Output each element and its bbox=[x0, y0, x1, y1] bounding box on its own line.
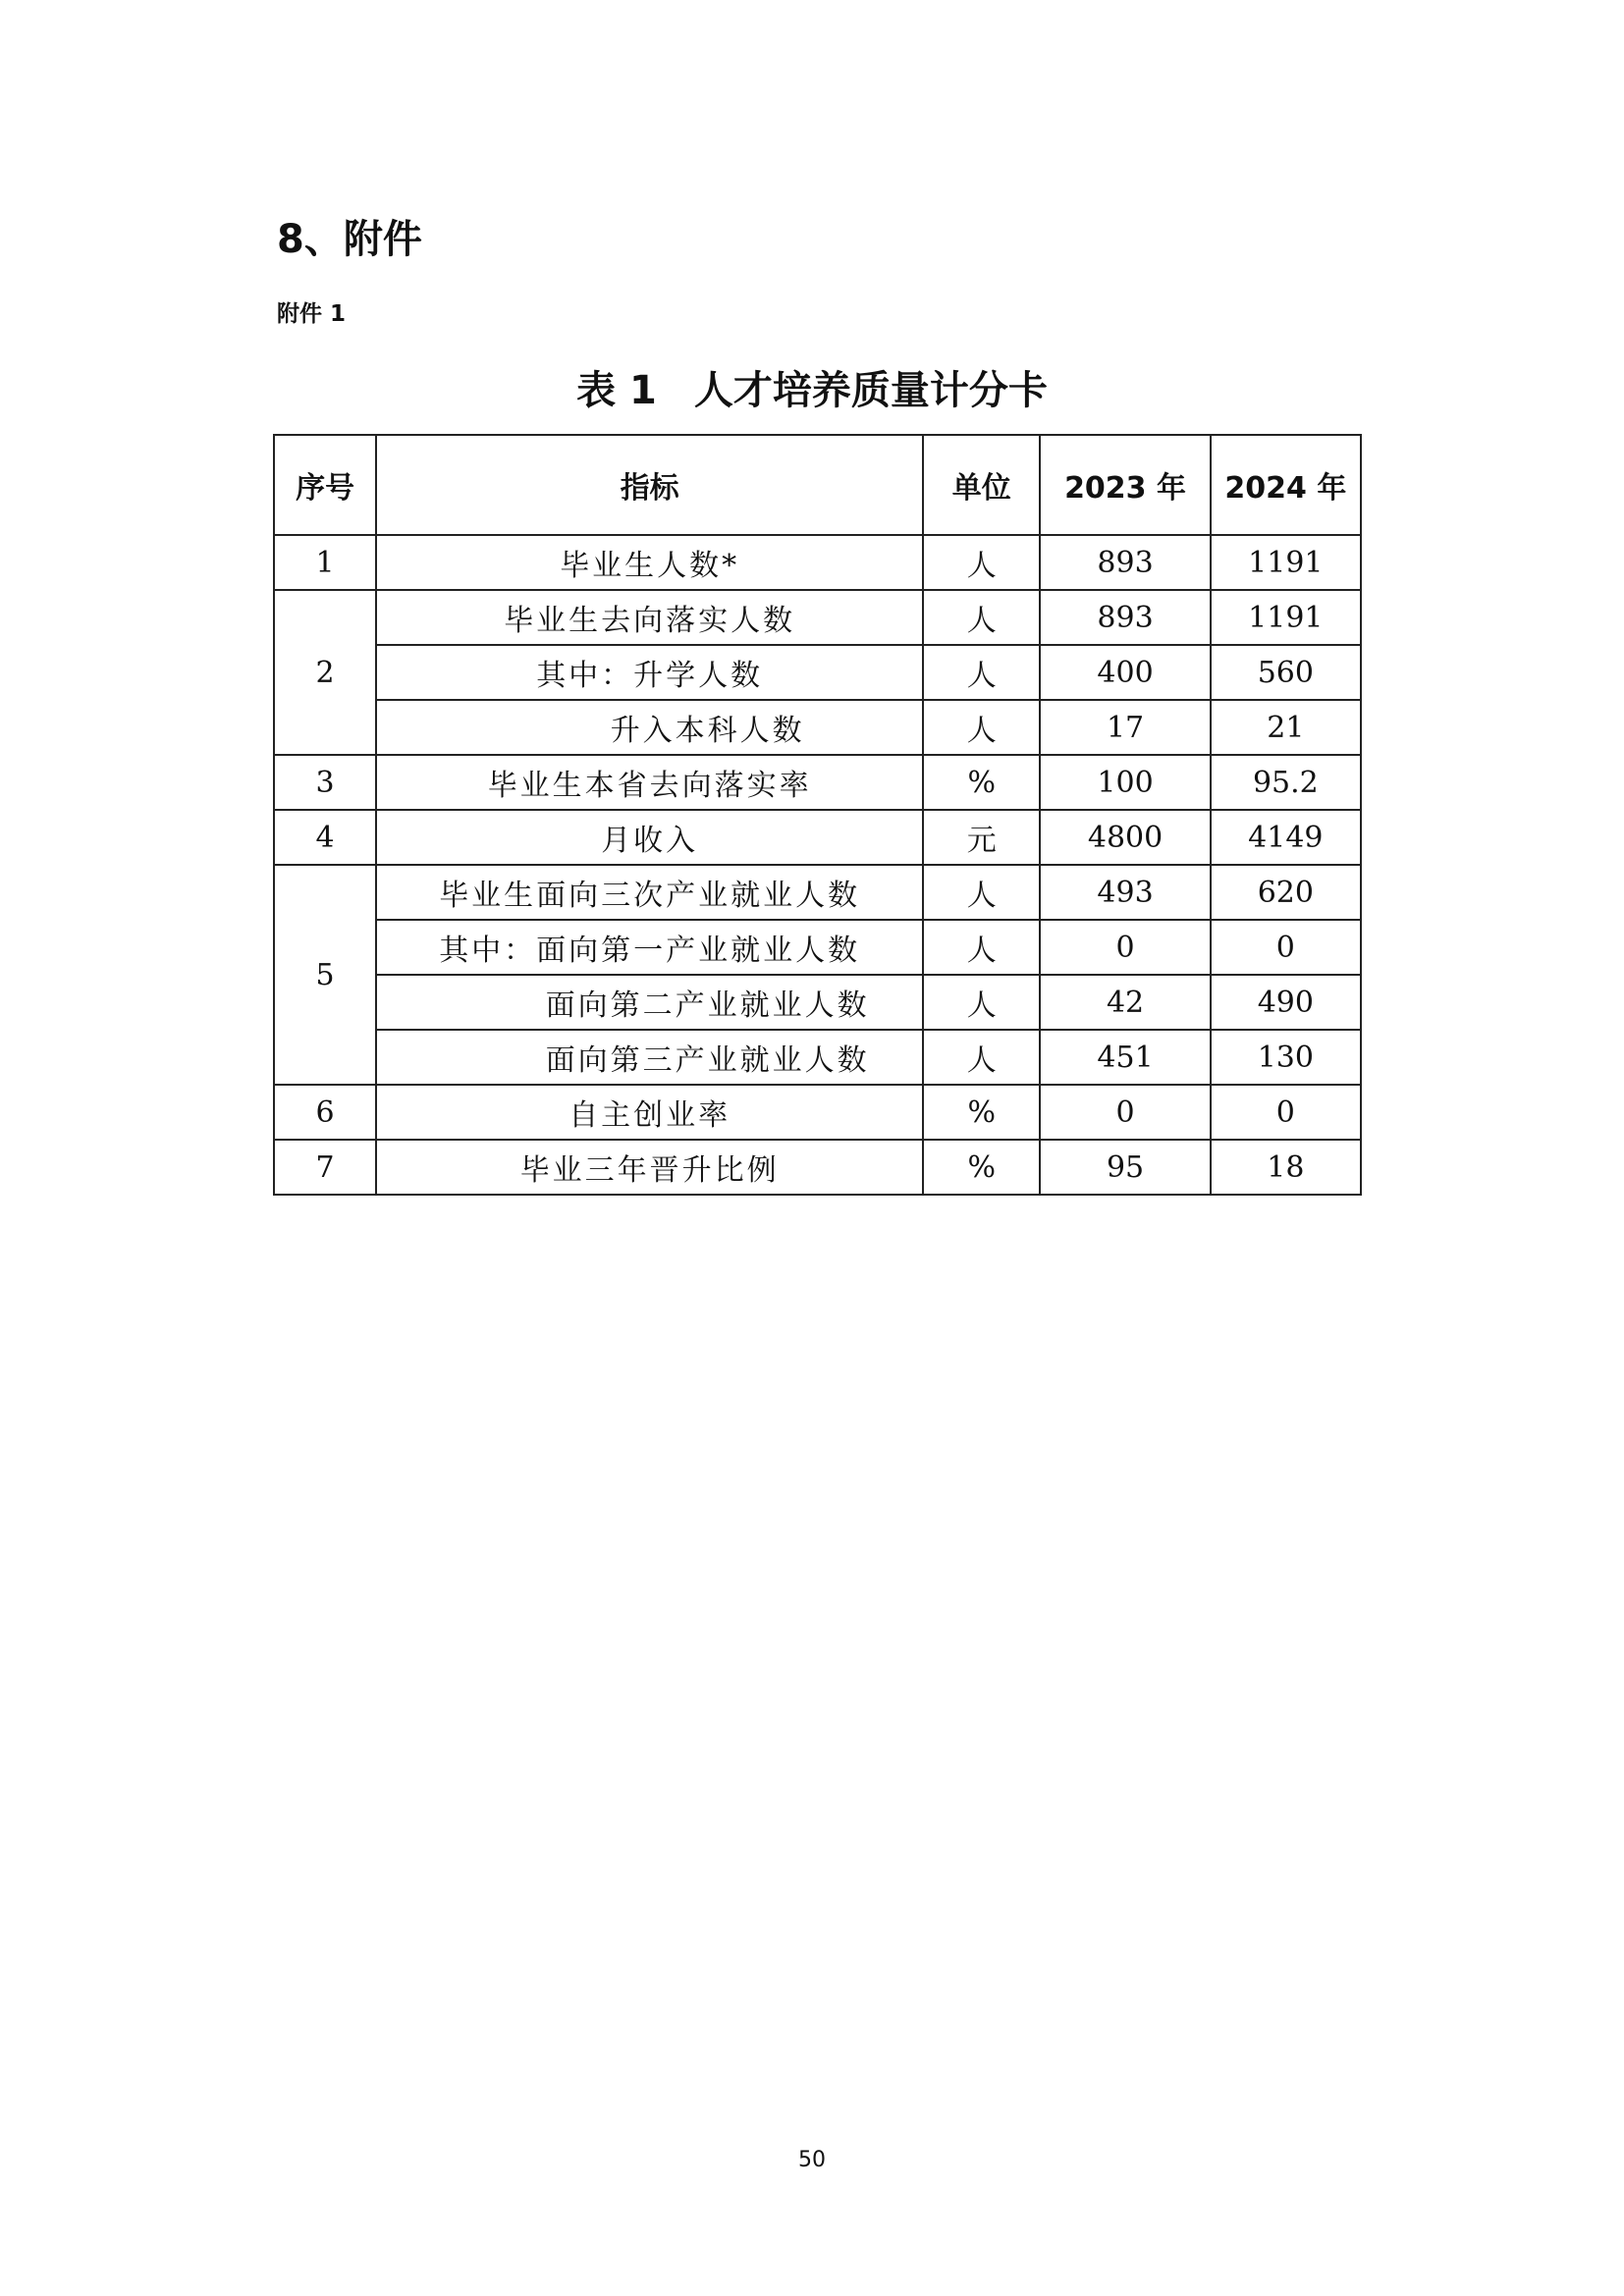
header-year-2023: 2023 年 bbox=[1040, 435, 1210, 535]
value-2023-cell: 0 bbox=[1040, 920, 1210, 975]
indicator-cell: 其中：面向第一产业就业人数 bbox=[376, 920, 923, 975]
table-row bbox=[274, 535, 1361, 590]
value-2023-cell: 0 bbox=[1040, 1085, 1210, 1140]
header-indicator: 指标 bbox=[376, 435, 923, 535]
value-2023-cell: 100 bbox=[1040, 755, 1210, 810]
table-caption-title: 人才培养质量计分卡 bbox=[693, 368, 1048, 413]
table-caption bbox=[0, 361, 1624, 420]
seq-cell: 3 bbox=[274, 755, 376, 810]
indicator-cell: 面向第三产业就业人数 bbox=[376, 1030, 923, 1085]
value-2023-cell: 42 bbox=[1040, 975, 1210, 1030]
unit-cell: % bbox=[923, 1140, 1040, 1195]
unit-cell: % bbox=[923, 1085, 1040, 1140]
value-2023-cell: 451 bbox=[1040, 1030, 1210, 1085]
table-row bbox=[274, 590, 1361, 645]
indicator-cell: 毕业三年晋升比例 bbox=[376, 1140, 923, 1195]
value-2024-cell: 0 bbox=[1211, 920, 1361, 975]
header-seq: 序号 bbox=[274, 435, 376, 535]
value-2024-cell: 0 bbox=[1211, 1085, 1361, 1140]
indicator-cell: 毕业生人数* bbox=[376, 535, 923, 590]
seq-cell: 1 bbox=[274, 535, 376, 590]
value-2023-cell: 893 bbox=[1040, 535, 1210, 590]
table-row bbox=[274, 755, 1361, 810]
table-header-row bbox=[274, 435, 1361, 535]
indicator-cell: 毕业生去向落实人数 bbox=[376, 590, 923, 645]
unit-cell: 元 bbox=[923, 810, 1040, 865]
indicator-cell: 毕业生本省去向落实率 bbox=[376, 755, 923, 810]
unit-cell: % bbox=[923, 755, 1040, 810]
value-2024-cell: 620 bbox=[1211, 865, 1361, 920]
table-row bbox=[274, 645, 1361, 700]
table-row bbox=[274, 1030, 1361, 1085]
value-2023-cell: 400 bbox=[1040, 645, 1210, 700]
indicator-cell: 自主创业率 bbox=[376, 1085, 923, 1140]
header-year-2024: 2024 年 bbox=[1211, 435, 1361, 535]
value-2023-cell: 493 bbox=[1040, 865, 1210, 920]
unit-cell: 人 bbox=[923, 645, 1040, 700]
table-caption-number: 表 1 bbox=[576, 368, 657, 413]
table-row bbox=[274, 920, 1361, 975]
unit-cell: 人 bbox=[923, 1030, 1040, 1085]
value-2024-cell: 560 bbox=[1211, 645, 1361, 700]
value-2023-cell: 893 bbox=[1040, 590, 1210, 645]
value-2024-cell: 21 bbox=[1211, 700, 1361, 755]
table-row bbox=[274, 700, 1361, 755]
seq-cell: 4 bbox=[274, 810, 376, 865]
seq-cell: 7 bbox=[274, 1140, 376, 1195]
value-2024-cell: 490 bbox=[1211, 975, 1361, 1030]
indicator-cell: 毕业生面向三次产业就业人数 bbox=[376, 865, 923, 920]
seq-cell: 6 bbox=[274, 1085, 376, 1140]
indicator-cell: 面向第二产业就业人数 bbox=[376, 975, 923, 1030]
table-row bbox=[274, 810, 1361, 865]
table-row bbox=[274, 1085, 1361, 1140]
table-row bbox=[274, 975, 1361, 1030]
indicator-cell: 其中：升学人数 bbox=[376, 645, 923, 700]
unit-cell: 人 bbox=[923, 920, 1040, 975]
value-2023-cell: 17 bbox=[1040, 700, 1210, 755]
unit-cell: 人 bbox=[923, 865, 1040, 920]
unit-cell: 人 bbox=[923, 590, 1040, 645]
value-2023-cell: 4800 bbox=[1040, 810, 1210, 865]
value-2024-cell: 4149 bbox=[1211, 810, 1361, 865]
value-2024-cell: 1191 bbox=[1211, 535, 1361, 590]
seq-cell: 2 bbox=[274, 590, 376, 755]
seq-cell: 5 bbox=[274, 865, 376, 1085]
table-row bbox=[274, 1140, 1361, 1195]
unit-cell: 人 bbox=[923, 975, 1040, 1030]
table-row bbox=[274, 865, 1361, 920]
value-2023-cell: 95 bbox=[1040, 1140, 1210, 1195]
talent-quality-scorecard-table bbox=[273, 434, 1362, 1196]
indicator-cell: 月收入 bbox=[376, 810, 923, 865]
section-heading: 8、附件 bbox=[277, 217, 422, 262]
unit-cell: 人 bbox=[923, 535, 1040, 590]
indicator-cell: 升入本科人数 bbox=[376, 700, 923, 755]
unit-cell: 人 bbox=[923, 700, 1040, 755]
value-2024-cell: 18 bbox=[1211, 1140, 1361, 1195]
value-2024-cell: 1191 bbox=[1211, 590, 1361, 645]
value-2024-cell: 95.2 bbox=[1211, 755, 1361, 810]
page-number: 50 bbox=[798, 2148, 826, 2172]
value-2024-cell: 130 bbox=[1211, 1030, 1361, 1085]
header-unit: 单位 bbox=[923, 435, 1040, 535]
attachment-label: 附件 1 bbox=[277, 301, 347, 327]
